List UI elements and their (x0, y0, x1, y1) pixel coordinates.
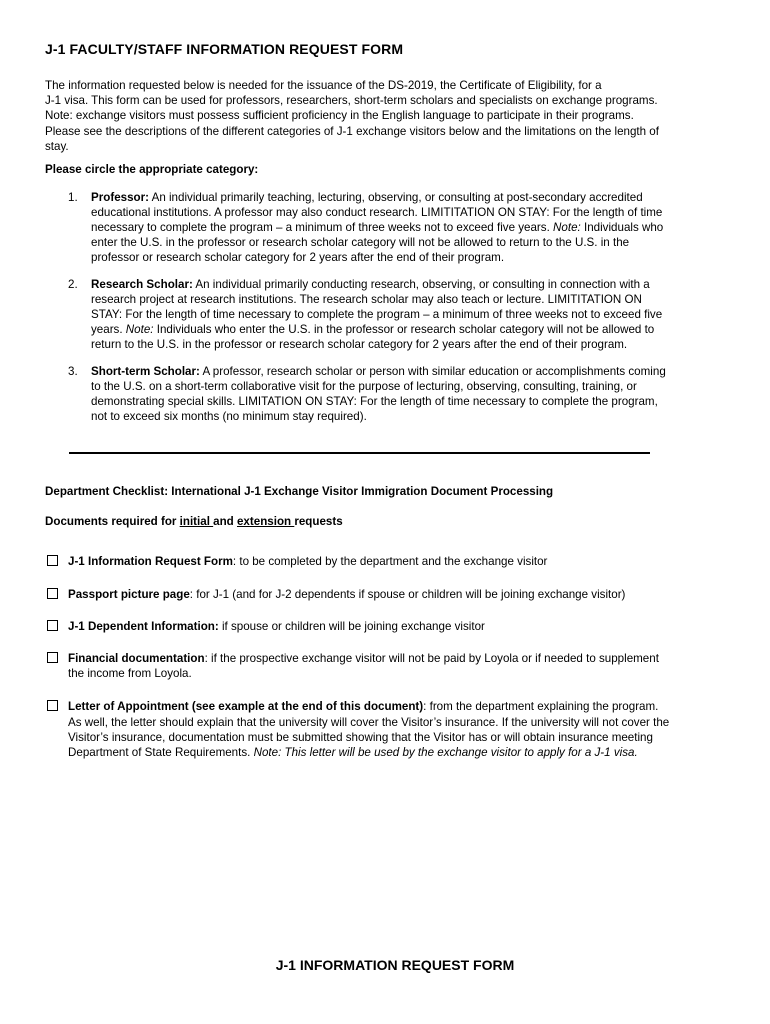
intro-line: stay. (45, 139, 69, 153)
document-checklist (45, 554, 735, 760)
checklist-item-title: Financial documentation (68, 651, 205, 665)
category-description: demonstrating special skills. LIMITATION ON STAY: For the length of time necessary to complete the program, (91, 395, 658, 409)
section-divider (69, 452, 650, 454)
extension-underline: extension (236, 515, 295, 528)
page-title: J-1 FACULTY/STAFF INFORMATION REQUEST FORM (45, 41, 404, 57)
category-description: necessary to complete the program – a minimum of three weeks not to exceed five years. (91, 221, 554, 235)
checklist-item-information-request-form (45, 554, 735, 569)
checklist-item-text: : from the department explaining the program. (423, 700, 659, 714)
checklist-item-text: the income from Loyola. (68, 666, 192, 680)
intro-line: Please see the descriptions of the different categories of J-1 exchange visitors below and the limitations on the length of (45, 124, 659, 138)
checkbox[interactable] (47, 652, 58, 663)
category-number: 3. (68, 364, 78, 378)
category-description: not to exceed six months (no minimum stay required). (91, 410, 367, 424)
checklist-item-note: Note: This letter will be used by the exchange visitor to apply for a J-1 visa. (253, 746, 638, 760)
category-description: STAY: For the length of time necessary to complete the program – a minimum of three weeks not to exceed five (91, 308, 663, 322)
intro-line: J-1 visa. This form can be used for professors, researchers, short-term scholars and specialists on exchange programs. (45, 94, 658, 108)
category-description: enter the U.S. in the professor or research scholar category will not be allowed to return to the U.S. in the (91, 236, 630, 250)
category-description: years. (91, 323, 126, 337)
checklist-item-text: Department of State Requirements. (68, 746, 254, 760)
category-professor[interactable] (45, 190, 735, 265)
category-description: Individuals who (580, 221, 664, 235)
checkbox[interactable] (47, 620, 58, 631)
category-description: An individual primarily conducting research, observing, or consulting in connection with a (192, 277, 650, 291)
category-name: Short-term Scholar: (91, 364, 200, 378)
checklist-item-text: : for J-1 (and for J-2 dependents if spouse or children will be joining exchange visitor) (189, 587, 626, 601)
category-description: research project at research institutions. The research scholar may also teach or lecture. LIMITITATION ON (91, 293, 642, 307)
intro-paragraph (45, 78, 725, 154)
initial-underline: initial (179, 515, 214, 528)
checkbox[interactable] (47, 555, 58, 566)
note-label: Note: (125, 323, 154, 337)
checklist-heading: Department Checklist: International J-1 Exchange Visitor Immigration Document Processing (45, 485, 554, 498)
category-number: 2. (68, 277, 78, 291)
category-name: Research Scholar: (91, 277, 193, 291)
checklist-item-text: : to be completed by the department and the exchange visitor (232, 555, 548, 568)
checkbox[interactable] (47, 588, 58, 599)
intro-line: Note: exchange visitors must possess sufficient proficiency in the English language to participate in their programs. (45, 109, 634, 123)
category-instruction: Please circle the appropriate category: (45, 163, 259, 176)
category-description: educational institutions. A professor may also conduct research. LIMITITATION ON STAY: For the length of time (91, 206, 663, 220)
checklist-item-passport-picture-page (45, 587, 735, 602)
documents-required-heading: Documents required for initial and extension requests (45, 515, 343, 528)
category-description: A professor, research scholar or person with similar education or accomplishments coming (199, 364, 666, 378)
category-number: 1. (68, 191, 78, 204)
checklist-item-dependent-information (45, 619, 735, 634)
category-research-scholar[interactable] (45, 277, 735, 352)
next-page-title: J-1 INFORMATION REQUEST FORM (275, 957, 515, 973)
note-label: Note: (553, 221, 581, 235)
category-description: return to the U.S. in the professor or research scholar category for 2 years after the end of their program. (91, 338, 628, 352)
category-description: Individuals who enter the U.S. in the professor or research scholar category will not be allowed to (153, 323, 655, 337)
category-name: Professor: (91, 191, 149, 204)
checklist-item-title: Letter of Appointment (see example at the end of this document) (68, 700, 424, 714)
checklist-item-text: As well, the letter should explain that the university will cover the Visitor’s insurance. If the university will not cover the (68, 715, 670, 729)
checklist-item-text: : if the prospective exchange visitor will not be paid by Loyola or if needed to supplement (204, 651, 659, 665)
checkbox[interactable] (47, 700, 58, 711)
category-description: to the U.S. on a short-term collaborative visit for the purpose of lecturing, observing, consulting, training, or (91, 380, 637, 394)
checklist-item-text: if spouse or children will be joining exchange visitor (218, 619, 485, 633)
checklist-item-financial-documentation (45, 651, 735, 681)
checklist-item-letter-of-appointment (45, 699, 735, 760)
checklist-item-text: Visitor’s insurance, documentation must be submitted showing that the Visitor has or will obtain insurance meeting (68, 730, 653, 744)
category-short-term-scholar[interactable] (45, 364, 735, 424)
intro-line: The information requested below is needed for the issuance of the DS-2019, the Certificate of Eligibility, for a (45, 79, 602, 92)
category-description: professor or research scholar category for 2 years after the end of their program. (91, 251, 505, 265)
checklist-item-title: Passport picture page (68, 587, 190, 601)
category-description: An individual primarily teaching, lecturing, observing, or consulting at post-secondary accredited (149, 191, 643, 204)
checklist-item-title: J-1 Information Request Form (68, 555, 233, 568)
checklist-item-title: J-1 Dependent Information: (68, 619, 219, 633)
category-list (45, 190, 735, 436)
